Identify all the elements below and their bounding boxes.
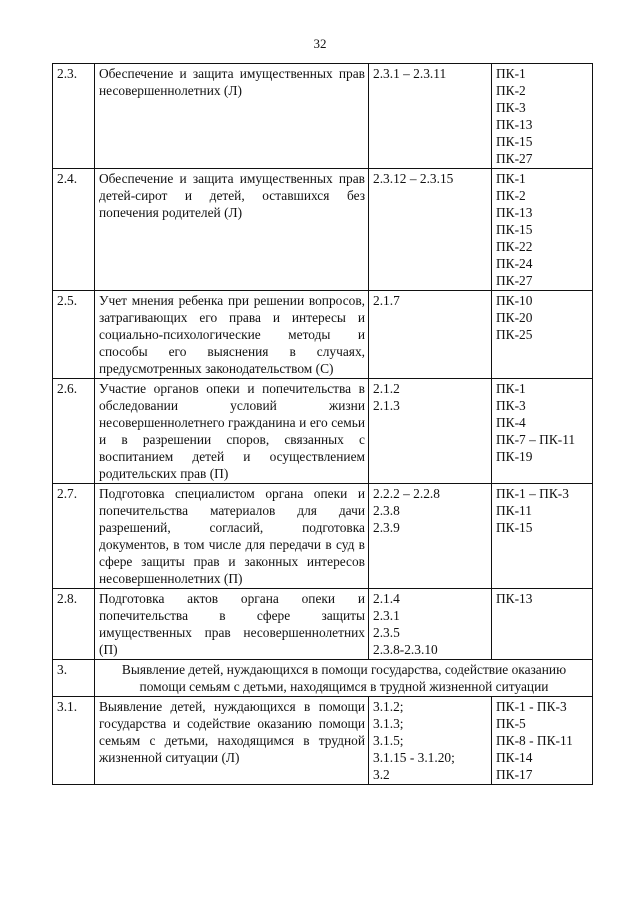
row-number: 2.7. (53, 484, 95, 589)
code-item: 3.2 (373, 767, 390, 782)
competency-item: ПК-20 (496, 310, 533, 325)
code-item: 2.2.2 – 2.2.8 (373, 486, 440, 501)
competency-item: ПК-27 (496, 151, 533, 166)
competency-item: ПК-24 (496, 256, 533, 271)
competency-item: ПК-4 (496, 415, 526, 430)
section-title: Выявление детей, нуждающихся в помощи государства, содействие оказанию помощи семьям с детьми, находящимся в трудной жизненной ситуации (95, 660, 593, 697)
competency-item: ПК-25 (496, 327, 533, 342)
table-row (53, 379, 593, 484)
competency-item: ПК-11 (496, 503, 532, 518)
topic-title: Обеспечение и защита имущественных прав детей-сирот и детей, оставшихся без попечения родителей (Л) (95, 169, 369, 291)
competency-item: ПК-22 (496, 239, 533, 254)
row-number: 2.8. (53, 589, 95, 660)
code-item: 2.1.4 (373, 591, 400, 606)
competency-item: ПК-15 (496, 222, 533, 237)
codes-cell (369, 697, 492, 785)
competencies-cell (492, 697, 593, 785)
table-row (53, 697, 593, 785)
code-item: 2.3.8 (373, 503, 400, 518)
table-row (53, 169, 593, 291)
section-number: 3. (53, 660, 95, 697)
competencies-cell (492, 169, 593, 291)
code-item: 2.1.3 (373, 398, 400, 413)
table-row (53, 64, 593, 169)
codes-cell (369, 169, 492, 291)
codes-cell (369, 64, 492, 169)
competency-item: ПК-10 (496, 293, 533, 308)
code-item: 2.3.9 (373, 520, 400, 535)
competency-item: ПК-8 - ПК-11 (496, 733, 573, 748)
page-number: 32 (313, 36, 327, 51)
competencies-cell (492, 589, 593, 660)
curriculum-table (52, 63, 593, 785)
competency-item: ПК-13 (496, 591, 533, 606)
code-item: 2.3.5 (373, 625, 400, 640)
competencies-cell (492, 379, 593, 484)
competency-item: ПК-17 (496, 767, 533, 782)
competencies-cell (492, 291, 593, 379)
competencies-cell (492, 484, 593, 589)
competency-item: ПК-1 (496, 381, 526, 396)
competency-item: ПК-19 (496, 449, 533, 464)
competency-item: ПК-7 – ПК-11 (496, 432, 576, 447)
code-item: 2.3.8-2.3.10 (373, 642, 438, 657)
codes-cell (369, 589, 492, 660)
competency-item: ПК-1 (496, 171, 526, 186)
competency-item: ПК-1 (496, 66, 526, 81)
code-item: 2.3.1 – 2.3.11 (373, 66, 447, 81)
topic-title: Выявление детей, нуждающихся в помощи государства и содействие оказанию помощи семьям с детьми, находящимся в трудной жизненной ситуации (Л) (95, 697, 369, 785)
competency-item: ПК-3 (496, 398, 526, 413)
competency-item: ПК-13 (496, 117, 533, 132)
topic-title: Участие органов опеки и попечительства в обследовании условий жизни несовершеннолетнего гражданина и его семьи и в разрешении споров, связанных с воспитанием детей и осуществлением родительских прав (П) (95, 379, 369, 484)
code-item: 2.1.7 (373, 293, 400, 308)
row-number: 3.1. (53, 697, 95, 785)
topic-title: Учет мнения ребенка при решении вопросов, затрагивающих его права и интересы и социально-психологические методы и способы его выяснения в случаях, предусмотренных законодательством (С) (95, 291, 369, 379)
row-number: 2.5. (53, 291, 95, 379)
code-item: 2.3.12 – 2.3.15 (373, 171, 454, 186)
competency-item: ПК-15 (496, 134, 533, 149)
row-number: 2.3. (53, 64, 95, 169)
code-item: 3.1.3; (373, 716, 404, 731)
topic-title: Подготовка специалистом органа опеки и попечительства материалов для дачи разрешений, согласий, подготовка документов, в том числе для передачи в суд в сфере защиты прав и законных интересов несовершеннолетних (П) (95, 484, 369, 589)
row-number: 2.4. (53, 169, 95, 291)
table-row (53, 291, 593, 379)
codes-cell (369, 484, 492, 589)
code-item: 3.1.2; (373, 699, 404, 714)
table-row (53, 589, 593, 660)
code-item: 2.3.1 (373, 608, 400, 623)
row-number: 2.6. (53, 379, 95, 484)
competencies-cell (492, 64, 593, 169)
code-item: 3.1.15 - 3.1.20; (373, 750, 455, 765)
competency-item: ПК-15 (496, 520, 533, 535)
section-row (53, 660, 593, 697)
code-item: 2.1.2 (373, 381, 400, 396)
code-item: 3.1.5; (373, 733, 404, 748)
competency-item: ПК-13 (496, 205, 533, 220)
table-row (53, 484, 593, 589)
competency-item: ПК-1 - ПК-3 (496, 699, 567, 714)
topic-title: Обеспечение и защита имущественных прав несовершеннолетних (Л) (95, 64, 369, 169)
competency-item: ПК-14 (496, 750, 533, 765)
competency-item: ПК-2 (496, 83, 526, 98)
competency-item: ПК-3 (496, 100, 526, 115)
topic-title: Подготовка актов органа опеки и попечительства в сфере защиты имущественных прав несовершеннолетних (П) (95, 589, 369, 660)
competency-item: ПК-27 (496, 273, 533, 288)
competency-item: ПК-2 (496, 188, 526, 203)
competency-item: ПК-1 – ПК-3 (496, 486, 569, 501)
codes-cell (369, 291, 492, 379)
codes-cell (369, 379, 492, 484)
competency-item: ПК-5 (496, 716, 526, 731)
